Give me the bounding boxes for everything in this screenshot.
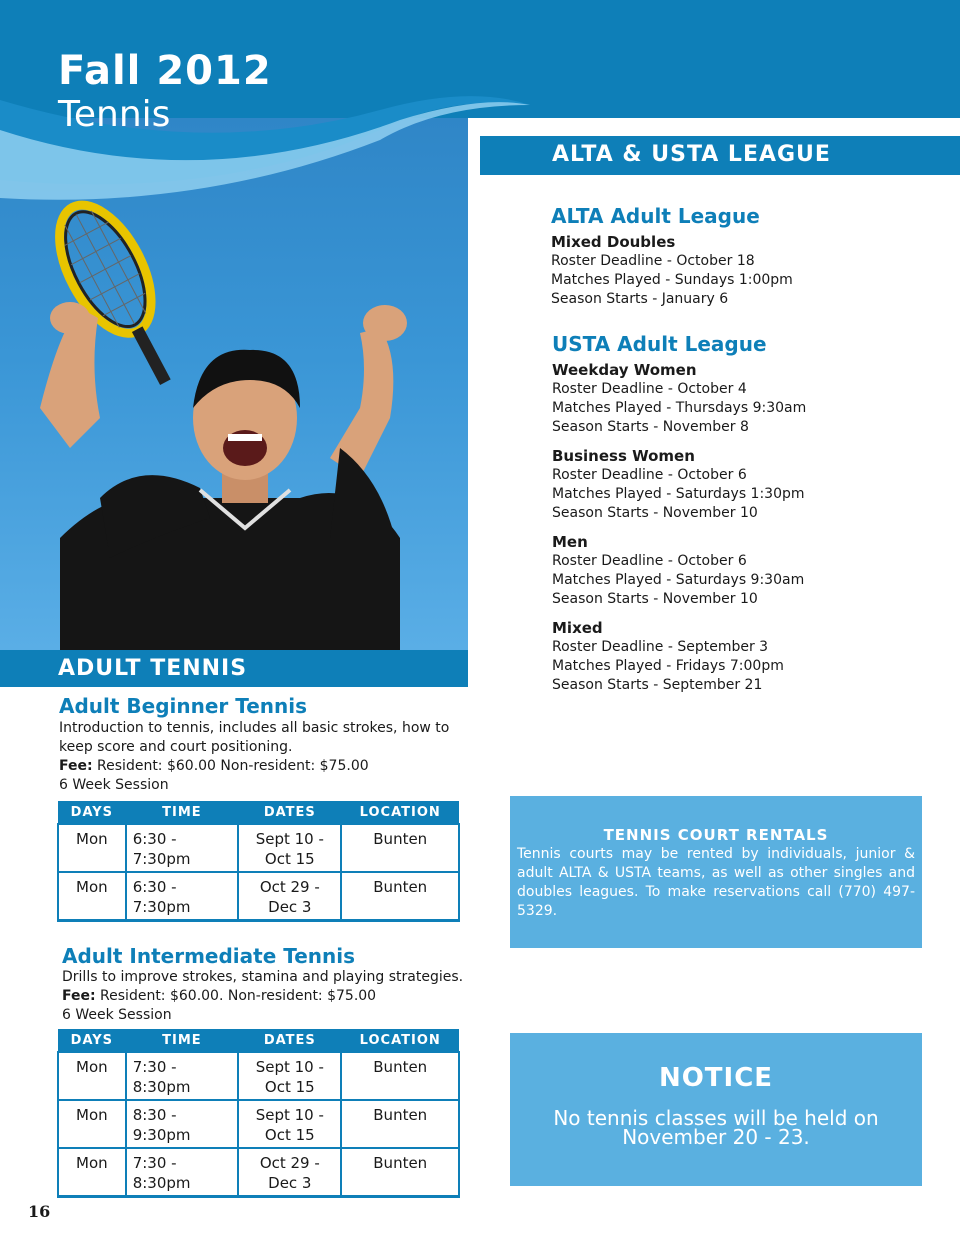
course-session: 6 Week Session [62,1007,172,1023]
group-name: Mixed [552,619,603,637]
date-start: Oct 29 - [259,878,320,896]
group-name: Weekday Women [552,361,697,379]
date-end: Oct 15 [264,1078,315,1096]
league-section-bar [480,136,960,175]
group-line: Season Starts - November 10 [552,505,758,521]
fee-text: Resident: $60.00. Non-resident: $75.00 [100,988,377,1004]
usta-group-weekday-women [552,361,806,437]
cell-location: Bunten [341,824,459,872]
usta-group-mixed [552,619,784,695]
page-subtitle: Tennis [58,94,171,135]
table-header-row [58,801,459,824]
course-session: 6 Week Session [59,777,169,793]
fee-text: Resident: $60.00 Non-resident: $75.00 [97,758,369,774]
fee-label: Fee: [62,988,96,1004]
column-header-days: DAYS [58,1029,126,1052]
cell-time: 7:30 - 8:30pm [126,1052,238,1100]
table-row [58,1100,459,1148]
intermediate-course-info [62,968,463,1025]
group-line: Season Starts - November 8 [552,419,749,435]
usta-league-heading: USTA Adult League [552,332,767,356]
date-start: Sept 10 - [255,1058,324,1076]
alta-league-heading: ALTA Adult League [551,204,760,228]
beginner-schedule-table [57,801,460,922]
group-line: Matches Played - Saturdays 1:30pm [552,486,805,502]
cell-dates [238,1148,341,1197]
group-name: Business Women [552,447,695,465]
cell-day: Mon [58,1148,126,1197]
cell-day: Mon [58,1052,126,1100]
cell-location: Bunten [341,872,459,921]
column-header-days: DAYS [58,801,126,824]
cell-time: 7:30 - 8:30pm [126,1148,238,1197]
cell-dates [238,824,341,872]
cell-dates [238,872,341,921]
date-end: Oct 15 [264,850,315,868]
date-start: Oct 29 - [259,1154,320,1172]
court-rentals-title: TENNIS COURT RENTALS [603,826,829,844]
cell-location: Bunten [341,1100,459,1148]
notice-line: No tennis classes will be held on [553,1106,879,1130]
column-header-dates: DATES [238,1029,341,1052]
cell-dates [238,1052,341,1100]
notice-box [510,1033,922,1186]
group-line: Roster Deadline - September 3 [552,639,769,655]
group-name: Mixed Doubles [551,233,676,251]
cell-time: 8:30 - 9:30pm [126,1100,238,1148]
beginner-course-info [59,719,449,795]
court-rentals-box [510,796,922,948]
page-title: Fall 2012 [58,48,272,94]
date-end: Dec 3 [268,898,312,916]
beginner-course-heading: Adult Beginner Tennis [59,694,308,718]
cell-location: Bunten [341,1148,459,1197]
group-line: Roster Deadline - October 6 [552,467,747,483]
notice-title: NOTICE [658,1063,774,1093]
cell-time: 6:30 - 7:30pm [126,824,238,872]
table-row [58,1052,459,1100]
date-end: Oct 15 [264,1126,315,1144]
column-header-location: LOCATION [341,1029,459,1052]
group-line: Season Starts - January 6 [551,291,729,307]
fee-label: Fee: [59,758,93,774]
table-header-row [58,1029,459,1052]
cell-location: Bunten [341,1052,459,1100]
intermediate-schedule-table [57,1029,460,1198]
cell-day: Mon [58,872,126,921]
adult-tennis-section-title: ADULT TENNIS [58,656,248,681]
alta-group-mixed-doubles [551,233,793,309]
group-line: Roster Deadline - October 4 [552,381,747,397]
group-line: Matches Played - Saturdays 9:30am [552,572,805,588]
group-line: Matches Played - Thursdays 9:30am [552,400,807,416]
court-rentals-body: Tennis courts may be rented by individuals, junior & adult ALTA & USTA teams, as well as other singles and doubles leagues. To make reservations call (770) 497-5329. [517,846,915,919]
column-header-location: LOCATION [341,801,459,824]
notice-line: November 20 - 23. [622,1125,810,1149]
group-line: Roster Deadline - October 18 [551,253,755,269]
league-section-title: ALTA & USTA LEAGUE [552,142,831,167]
usta-group-men [552,533,804,609]
course-description: Drills to improve strokes, stamina and playing strategies. [62,969,464,985]
notice-body [540,1106,892,1149]
table-row [58,824,459,872]
group-line: Season Starts - November 10 [552,591,758,607]
adult-tennis-section-bar [0,650,468,687]
group-line: Season Starts - September 21 [552,677,763,693]
column-header-time: TIME [126,1029,238,1052]
column-header-dates: DATES [238,801,341,824]
cell-time: 6:30 - 7:30pm [126,872,238,921]
intermediate-course-heading: Adult Intermediate Tennis [62,944,356,968]
course-fee [59,757,449,776]
date-end: Dec 3 [268,1174,312,1192]
course-description: keep score and court positioning. [59,739,293,755]
table-row [58,1148,459,1197]
cell-day: Mon [58,1100,126,1148]
column-header-time: TIME [126,801,238,824]
group-line: Roster Deadline - October 6 [552,553,747,569]
cell-day: Mon [58,824,126,872]
usta-group-business-women [552,447,805,523]
group-line: Matches Played - Fridays 7:00pm [552,658,784,674]
page-number: 16 [28,1202,51,1221]
course-description: Introduction to tennis, includes all basic strokes, how to [59,720,450,736]
date-start: Sept 10 - [255,830,324,848]
table-row [58,872,459,921]
group-line: Matches Played - Sundays 1:00pm [551,272,793,288]
group-name: Men [552,533,588,551]
date-start: Sept 10 - [255,1106,324,1124]
cell-dates [238,1100,341,1148]
course-fee [62,987,463,1006]
